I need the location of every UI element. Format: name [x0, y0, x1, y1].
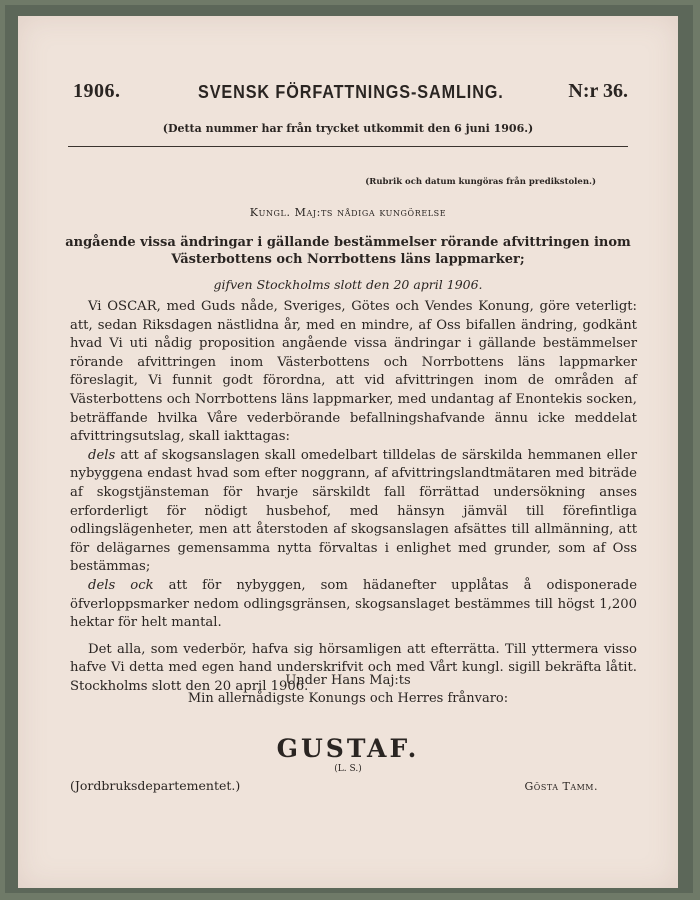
decree-heading — [18, 206, 678, 219]
document-page — [18, 16, 678, 888]
department: (Jordbruksdepartementet.) — [70, 778, 241, 793]
publication-date-note: (Detta nummer har från trycket utkommit den 6 juni 1906.) — [162, 122, 534, 135]
masthead — [18, 80, 678, 110]
seal-mark: (L. S.) — [334, 764, 362, 774]
decree-heading-text: Kungl. Maj:ts nådiga kungörelse — [249, 206, 447, 219]
decree-subject: angående vissa ändringar i gällande bestämmelser rörande afvittringen inom Västerbottens och Norrbottens läns lappmarker; — [65, 235, 631, 267]
signature-line-2: Min allernådigste Konungs och Herres frånvaro: — [187, 691, 509, 706]
signatory-name: GUSTAF. — [276, 734, 420, 763]
header-rule — [68, 146, 628, 147]
minister-name: Gösta Tamm. — [524, 780, 598, 793]
clause-1 — [70, 447, 637, 577]
clause-2-lead: dels ock — [88, 577, 154, 593]
clause-2 — [70, 577, 637, 633]
countersignature — [525, 780, 599, 793]
decree-body — [70, 298, 637, 696]
issue-year: 1906. — [73, 80, 121, 102]
intro-paragraph: Vi OSCAR, med Guds nåde, Sveriges, Götes och Vendes Konung, göre veterligt: att, sedan Riksdagen nästlidna år, med en mindre, af Oss bifallen ändring, godkänt hvad Vi uti nådig proposition angående vissa ändringar i gällande bestämmelser rörande afvittringen inom Västerbottens och Norrbottens läns lappmarker föreslagit, Vi funnit godt förordna, att vid afvittringen inom de områden af Västerbottens och Norrbottens läns lappmarker, med undantag af Enontekis socken, beträffande hvilka Våre vederbörande befallningshafvande ännu icke meddelat afvittringsutslag, skall iakttagas: — [70, 299, 637, 445]
given-date: gifven Stockholms slott den 20 april 1906. — [213, 277, 483, 292]
clause-1-text: att af skogsanslagen skall omedelbart tilldelas de särskilda hemmanen eller nybyggena endast hvad som efter noggrann, af afvittringslandtmätaren med biträde af skogstjänsteman för hvarje särskildt fall förrättad undersökning anses erforderligt för nödigt husbehof, med hänsyn jämväl till förefintliga odlingslägenheter, men att återstoden af skogsanslagen afsättes till allmänning, att för delägarnes gemensamma nytta förvaltas i enlighet med grunder, som af Oss bestämmas; — [70, 447, 637, 575]
signature-line-1: Under Hans Maj:ts — [285, 673, 411, 688]
clause-1-lead: dels — [88, 447, 116, 463]
rubrik-note: (Rubrik och datum kungöras från predikstolen.) — [365, 177, 596, 187]
closing-paragraph: Det alla, som vederbör, hafva sig hörsamligen att efterrätta. Till yttermera visso hafve Vi detta med egen hand underskrifvit och med Vårt kungl. sigill bekräfta låtit. Stockholms slott den 20 april 1906. — [70, 641, 637, 694]
clause-2-text: att för nybyggen, som hädanefter upplåtas å odisponerade öfverloppsmarker nedom odlingsgränsen, skogsanslaget bestämmes till högst 1,200 hektar för helt mantal. — [70, 577, 637, 631]
issue-number: N:r 36. — [568, 80, 628, 102]
signature-preamble — [18, 672, 678, 708]
publication-title: SVENSK FÖRFATTNINGS-SAMLING. — [198, 82, 504, 102]
